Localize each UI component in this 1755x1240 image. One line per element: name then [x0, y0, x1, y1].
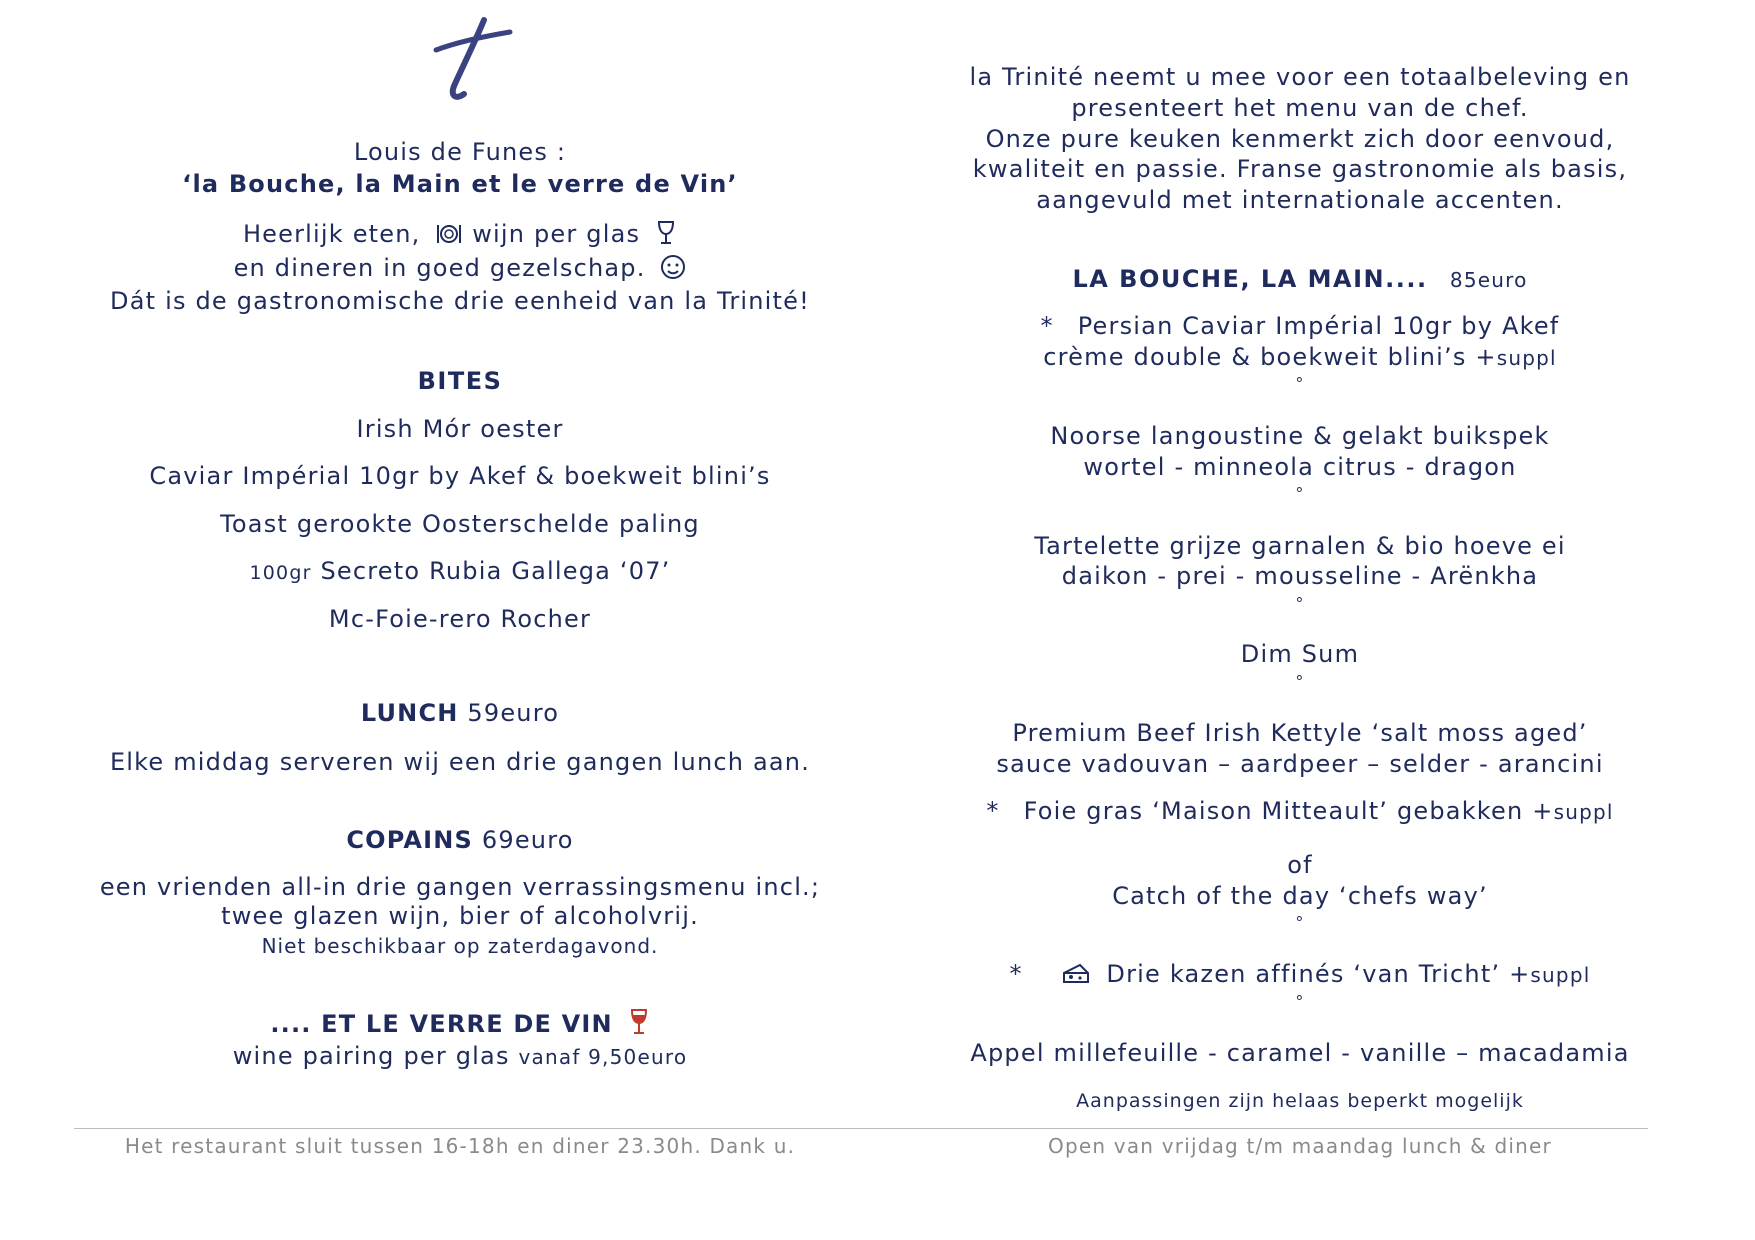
menu-langoustine-2: wortel - minneola citrus - dragon	[1083, 453, 1517, 481]
copains-heading: COPAINS 69euro	[346, 826, 574, 854]
menu-dessert: Appel millefeuille - caramel - vanille – macadamia	[970, 1039, 1630, 1067]
quote-title: ‘la Bouche, la Main et le verre de Vin’	[182, 170, 738, 198]
intro-line-2: en dineren in goed gezelschap.	[60, 254, 860, 282]
menu-beef-1: Premium Beef Irish Kettyle ‘salt moss aged’	[1012, 719, 1588, 747]
separator: °	[1295, 374, 1305, 393]
menu-caviar-2: crème double & boekweit blini’s +suppl	[1043, 343, 1557, 371]
copains-line-1: een vrienden all-in drie gangen verrassingsmenu incl.;	[99, 873, 821, 901]
footer-divider	[74, 1128, 1648, 1129]
lunch-heading: LUNCH 59euro	[360, 699, 560, 727]
footer-left: Het restaurant sluit tussen 16-18h en diner 23.30h. Dank u.	[124, 1134, 796, 1158]
menu-cheese: * Drie kazen affinés ‘van Tricht’ +suppl	[1009, 960, 1591, 988]
wine-line: wine pairing per glas vanaf 9,50euro	[232, 1042, 688, 1070]
menu-langoustine-1: Noorse langoustine & gelakt buikspek	[1050, 422, 1550, 450]
lunch-text: Elke middag serveren wij een drie gangen lunch aan.	[109, 748, 811, 776]
bites-item: Mc-Foie-rero Rocher	[328, 605, 592, 633]
intro-line-1: Heerlijk eten, wijn per glas	[60, 220, 860, 248]
separator: °	[1295, 913, 1305, 932]
footer-right: Open van vrijdag t/m maandag lunch & diner	[1048, 1134, 1552, 1158]
separator: °	[1295, 992, 1305, 1011]
intro-line-3: Dát is de gastronomische drie eenheid van la Trinité!	[110, 287, 810, 315]
menu-catch: Catch of the day ‘chefs way’	[1112, 882, 1488, 910]
separator: °	[1295, 594, 1305, 613]
bites-title: BITES	[417, 367, 503, 395]
menu-note: Aanpassingen zijn helaas beperkt mogelijk	[1076, 1090, 1524, 1112]
right-intro-line: Onze pure keuken kenmerkt zich door eenvoud,	[985, 125, 1615, 153]
menu-caviar-1: * Persian Caviar Impérial 10gr by Akef	[1040, 312, 1560, 340]
face-icon	[660, 254, 686, 280]
menu-of: of	[1287, 851, 1313, 879]
menu-heading: LA BOUCHE, LA MAIN.... 85euro	[1072, 265, 1528, 293]
red-wine-glass-icon	[628, 1008, 650, 1036]
wine-glass-icon	[655, 220, 677, 246]
menu-tartelette-1: Tartelette grijze garnalen & bio hoeve ei	[1034, 532, 1566, 560]
right-intro-line: aangevuld met internationale accenten.	[1036, 186, 1564, 214]
wine-heading: .... ET LE VERRE DE VIN	[60, 1008, 860, 1038]
bites-item: 100gr Secreto Rubia Gallega ‘07’	[249, 557, 671, 585]
menu-dimsum: Dim Sum	[1240, 640, 1360, 668]
menu-foie-gras: * Foie gras ‘Maison Mitteault’ gebakken +suppl	[986, 797, 1614, 825]
bites-item: Toast gerookte Oosterschelde paling	[220, 510, 700, 538]
menu-tartelette-2: daikon - prei - mousseline - Arënkha	[1061, 562, 1539, 590]
menu-beef-2: sauce vadouvan – aardpeer – selder - arancini	[996, 750, 1604, 778]
right-intro-line: kwaliteit en passie. Franse gastronomie als basis,	[972, 155, 1628, 183]
copains-line-2: twee glazen wijn, bier of alcoholvrij.	[221, 902, 699, 930]
copains-note: Niet beschikbaar op zaterdagavond.	[261, 934, 659, 958]
right-intro-line: la Trinité neemt u mee voor een totaalbeleving en	[969, 63, 1631, 91]
bites-item: Caviar Impérial 10gr by Akef & boekweit blini’s	[149, 462, 771, 490]
cheese-icon	[1062, 962, 1090, 986]
right-intro-line: presenteert het menu van de chef.	[1071, 94, 1529, 122]
quote-author: Louis de Funes :	[353, 138, 567, 166]
plate-icon	[435, 222, 463, 246]
bites-item: Irish Mór oester	[356, 415, 564, 443]
logo-t	[418, 14, 518, 104]
separator: °	[1295, 672, 1305, 691]
separator: °	[1295, 484, 1305, 503]
